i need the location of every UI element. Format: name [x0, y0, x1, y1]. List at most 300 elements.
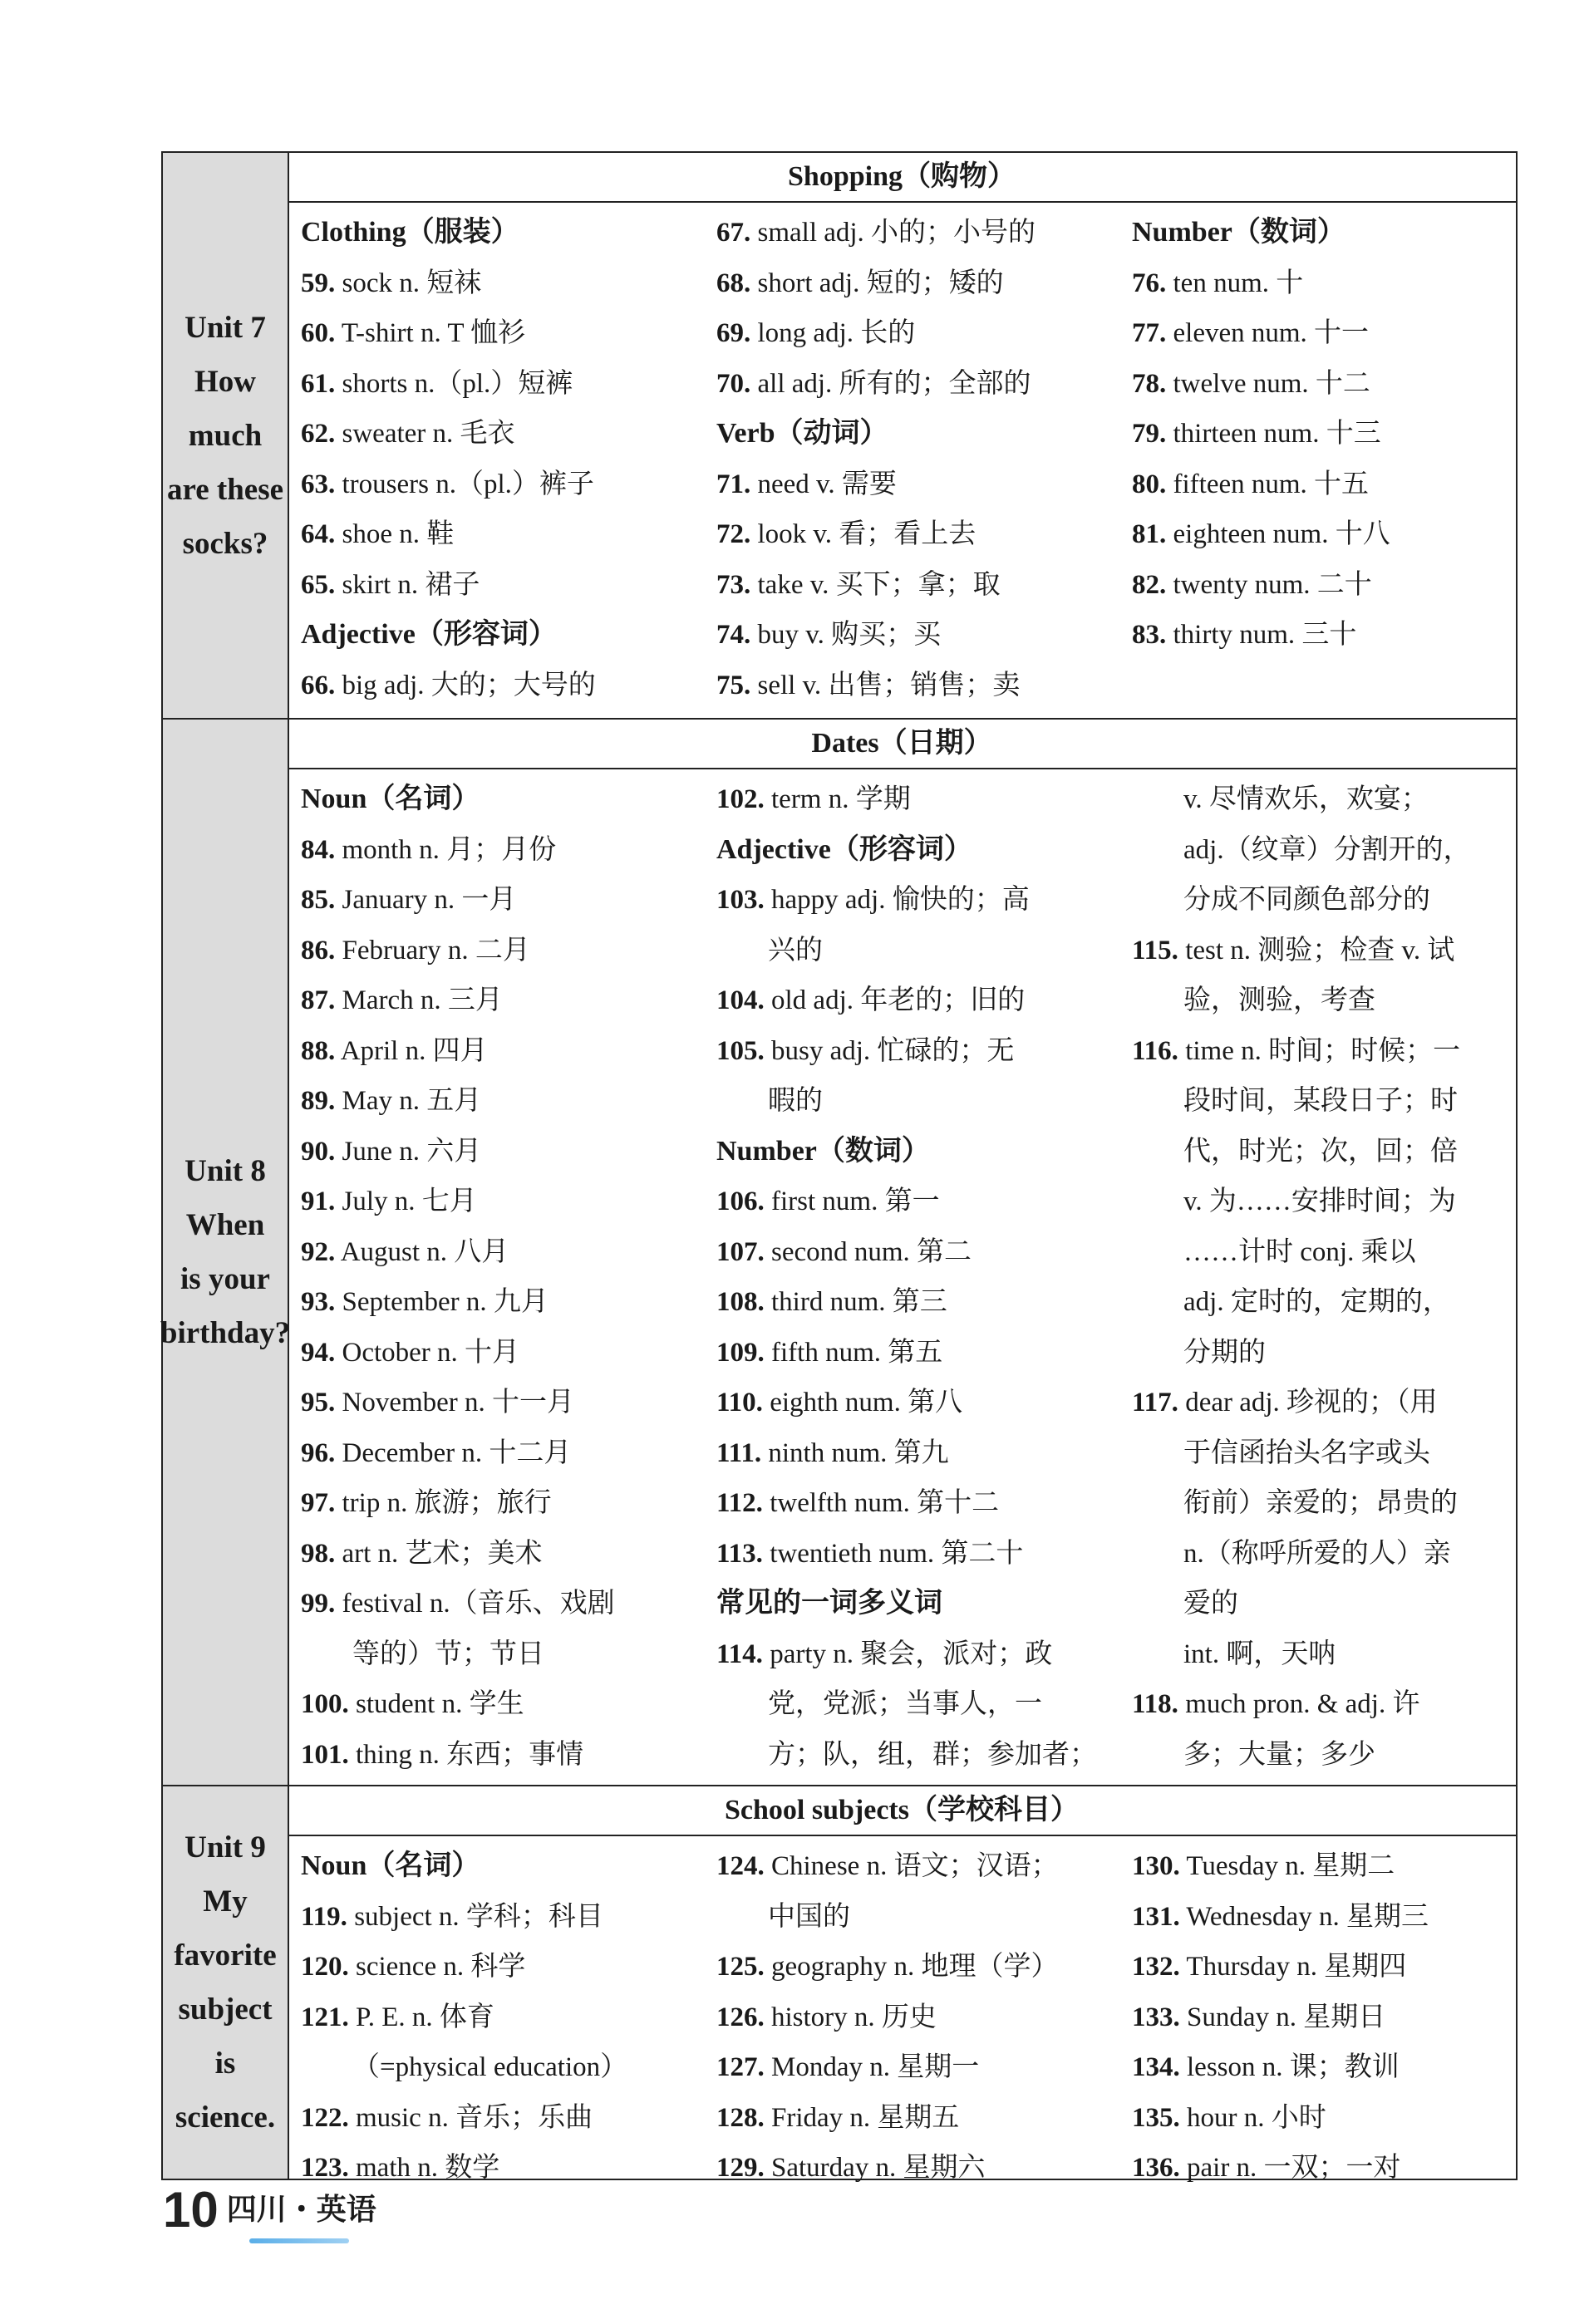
entry-continuation: v. 尽情欢乐，欢宴； — [1183, 784, 1429, 814]
entry-text: January n. 一月 — [342, 885, 517, 915]
entry-continuation: 段时间，某段日子；时 — [1183, 1086, 1458, 1116]
entry-text: trip n. 旅游；旅行 — [342, 1488, 552, 1518]
entry-text: hour n. 小时 — [1187, 2102, 1326, 2133]
entry-continuation: 分成不同颜色部分的 — [1183, 885, 1430, 915]
entry-text: trousers n.（pl.）裤子 — [342, 469, 594, 499]
vocab-column — [1132, 774, 1502, 1780]
entry-text: fifteen num. 十五 — [1173, 469, 1370, 499]
entry-text: eighth num. 第八 — [770, 1388, 963, 1417]
entry-number: 83. — [1132, 620, 1167, 650]
entry-text: fifth num. 第五 — [771, 1337, 943, 1368]
vocab-entry — [301, 1992, 691, 2043]
entry-continuation: 多；大量；多少 — [1183, 1739, 1375, 1770]
entry-text: pair n. 一双；一对 — [1187, 2153, 1401, 2183]
vocab-entry — [301, 1478, 691, 1529]
entry-number: 61. — [301, 368, 336, 399]
unit-title-line: subject — [178, 1992, 273, 2027]
entry-text: test n. 测验；检查 v. 试 — [1185, 935, 1455, 965]
vocab-entry — [716, 774, 1107, 825]
entry-continuation: adj.（纹章）分割开的， — [1183, 834, 1471, 865]
entry-number: 74. — [716, 620, 751, 650]
entry-text: April n. 四月 — [340, 1035, 488, 1066]
entry-number: 82. — [1132, 569, 1167, 600]
category-heading: Adjective（形容词） — [716, 833, 972, 865]
vocab-entry — [1132, 1892, 1502, 1943]
entry-number: 119. — [301, 1901, 347, 1932]
entry-continuation: int. 啊，天呐 — [1183, 1639, 1336, 1669]
vocab-column — [716, 1841, 1107, 2194]
entry-number: 116. — [1132, 1035, 1178, 1066]
vocab-entry — [301, 1428, 691, 1479]
vocab-entry — [301, 1227, 691, 1278]
vocab-entry — [716, 875, 1107, 926]
entry-text: sock n. 短袜 — [342, 268, 482, 298]
entry-number: 79. — [1132, 419, 1167, 449]
entry-number: 125. — [716, 1952, 765, 1982]
vocab-entry — [301, 1942, 691, 1992]
entry-number: 128. — [716, 2102, 765, 2133]
entry-text: old adj. 年老的；旧的 — [771, 985, 1026, 1015]
entry-number: 68. — [716, 268, 751, 298]
vocab-entry — [301, 975, 691, 1026]
vocab-column — [301, 774, 691, 1780]
vocab-entry — [301, 875, 691, 926]
entry-number: 97. — [301, 1488, 336, 1518]
vocab-entry — [1132, 2093, 1502, 2144]
entry-text: T-shirt n. T 恤衫 — [341, 318, 526, 348]
entry-number: 77. — [1132, 318, 1167, 348]
entry-number: 87. — [301, 985, 336, 1015]
unit-title-line: much — [188, 418, 263, 453]
vocab-entry — [716, 661, 1107, 711]
entry-text: time n. 时间；时候；一 — [1185, 1035, 1461, 1066]
entry-number: 123. — [301, 2153, 349, 2183]
entry-number: 117. — [1132, 1388, 1178, 1417]
vocab-entry — [1132, 409, 1502, 459]
entry-number: 129. — [716, 2153, 765, 2183]
entry-number: 99. — [301, 1589, 336, 1619]
entry-number: 135. — [1132, 2102, 1180, 2133]
entry-text: shorts n.（pl.）短裤 — [342, 368, 573, 399]
topic-header: Dates（日期） — [288, 720, 1516, 769]
vocab-entry — [301, 509, 691, 560]
entry-number: 122. — [301, 2102, 349, 2133]
vocab-entry — [301, 1127, 691, 1177]
unit-title-line: is — [214, 2046, 236, 2081]
entry-text: month n. 月；月份 — [342, 834, 557, 865]
unit-9-section — [163, 1786, 1516, 2183]
vocab-entry — [1132, 1942, 1502, 1992]
category-heading: Number（数词） — [1132, 217, 1345, 248]
entry-number: 111. — [716, 1437, 762, 1468]
page-number: 10 — [163, 2182, 219, 2238]
entry-number: 109. — [716, 1337, 765, 1368]
category-heading: Adjective（形容词） — [301, 619, 557, 650]
vocab-column — [1132, 1841, 1502, 2194]
entry-text: party n. 聚会，派对；政 — [770, 1639, 1053, 1669]
entry-number: 132. — [1132, 1952, 1180, 1982]
vocab-entry — [716, 1227, 1107, 1278]
vocab-entry — [716, 1277, 1107, 1328]
vocab-entry — [1132, 1378, 1502, 1428]
entry-text: Monday n. 星期一 — [771, 2052, 980, 2082]
vocab-entry — [1132, 258, 1502, 309]
entry-text: Chinese n. 语文；汉语； — [771, 1851, 1059, 1881]
entry-number: 64. — [301, 519, 336, 549]
entry-text: thirty num. 三十 — [1173, 620, 1357, 650]
entry-number: 76. — [1132, 268, 1167, 298]
entry-text: P. E. n. 体育 — [356, 2002, 494, 2032]
entry-text: ninth num. 第九 — [768, 1437, 949, 1468]
vocab-entry — [716, 1629, 1107, 1680]
entry-text: eighteen num. 十八 — [1173, 519, 1390, 549]
entry-text: December n. 十二月 — [342, 1437, 572, 1468]
entry-continuation: 中国的 — [768, 1901, 850, 1932]
entry-text: lesson n. 课；教训 — [1187, 2052, 1400, 2082]
unit-title-line: favorite — [174, 1938, 277, 1973]
vocab-entry — [716, 509, 1107, 560]
vocab-entry — [301, 1892, 691, 1943]
entry-text: sell v. 出售；销售；卖 — [757, 670, 1021, 700]
unit-title — [160, 720, 291, 1785]
entry-text: Friday n. 星期五 — [771, 2102, 960, 2133]
category-heading: Noun（名词） — [301, 784, 480, 814]
entry-number: 100. — [301, 1689, 349, 1719]
entry-text: thirteen num. 十三 — [1173, 419, 1381, 449]
entry-number: 127. — [716, 2052, 765, 2082]
entry-number: 96. — [301, 1437, 336, 1468]
vocab-entry — [716, 208, 1107, 258]
entry-number: 107. — [716, 1236, 765, 1267]
vocab-entry — [1132, 359, 1502, 410]
book-title: 四川・英语 — [226, 2193, 376, 2227]
vocab-column — [301, 208, 691, 710]
vocab-entry — [716, 1378, 1107, 1428]
vocab-entry — [1132, 1992, 1502, 2043]
vocab-entry — [301, 2093, 691, 2144]
entry-number: 104. — [716, 985, 765, 1015]
entry-text: long adj. 长的 — [757, 318, 916, 348]
vocab-entry — [716, 1478, 1107, 1529]
entry-number: 69. — [716, 318, 751, 348]
entry-text: term n. 学期 — [771, 784, 911, 814]
unit-content — [288, 153, 1516, 718]
vocab-entry — [301, 926, 691, 976]
vocab-entry — [301, 359, 691, 410]
category-heading: Verb（动词） — [716, 418, 888, 449]
entry-continuation: 方；队，组，群；参加者； — [768, 1739, 1097, 1770]
entry-number: 70. — [716, 368, 751, 399]
entry-number: 65. — [301, 569, 336, 600]
entry-number: 93. — [301, 1287, 336, 1317]
vocab-entry — [716, 459, 1107, 510]
entry-number: 106. — [716, 1187, 765, 1216]
entry-text: May n. 五月 — [342, 1086, 482, 1116]
topic-header: Shopping（购物） — [288, 153, 1516, 203]
vocab-entry — [716, 560, 1107, 611]
entry-text: June n. 六月 — [342, 1136, 482, 1167]
entry-text: subject n. 学科；科目 — [354, 1901, 603, 1932]
entry-number: 114. — [716, 1639, 763, 1669]
vocab-entry — [1132, 610, 1502, 661]
entry-text: thing n. 东西；事情 — [356, 1739, 584, 1770]
entry-text: Thursday n. 星期四 — [1186, 1952, 1407, 1982]
entry-text: festival n.（音乐、戏剧 — [342, 1589, 615, 1619]
vocab-entry — [716, 1992, 1107, 2043]
vocab-column — [1132, 208, 1502, 661]
entry-number: 105. — [716, 1035, 765, 1066]
vocab-entry — [301, 308, 691, 359]
entry-continuation: 代，时光；次，回；倍 — [1183, 1136, 1458, 1167]
vocab-entry — [1132, 926, 1502, 976]
entry-text: science n. 科学 — [356, 1952, 526, 1982]
entry-text: history n. 历史 — [771, 2002, 937, 2032]
vocab-entry — [1132, 2143, 1502, 2194]
entry-text: October n. 十月 — [342, 1337, 520, 1368]
entry-number: 78. — [1132, 368, 1167, 399]
entry-number: 130. — [1132, 1851, 1180, 1881]
vocab-entry — [716, 359, 1107, 410]
vocab-entry — [301, 1529, 691, 1580]
entry-number: 103. — [716, 885, 765, 915]
vocab-entry — [301, 825, 691, 876]
entry-text: busy adj. 忙碌的；无 — [771, 1035, 1015, 1066]
vocab-entry — [716, 2042, 1107, 2093]
vocab-entry — [1132, 459, 1502, 510]
entry-number: 80. — [1132, 469, 1167, 499]
entry-text: skirt n. 裙子 — [342, 569, 480, 600]
entry-number: 108. — [716, 1287, 765, 1317]
entry-text: buy v. 购买；买 — [757, 620, 942, 650]
entry-text: September n. 九月 — [342, 1287, 549, 1317]
vocab-entry — [716, 2143, 1107, 2194]
vocab-column — [716, 208, 1107, 710]
vocab-entry — [301, 258, 691, 309]
entry-text: dear adj. 珍视的；（用 — [1185, 1388, 1438, 1417]
entry-text: July n. 七月 — [342, 1187, 477, 1216]
unit-title-line: Unit 8 — [184, 1154, 266, 1188]
entry-number: 95. — [301, 1388, 336, 1417]
unit-title — [163, 1786, 289, 2179]
entry-number: 115. — [1132, 935, 1178, 965]
entry-number: 59. — [301, 268, 336, 298]
vocab-entry — [716, 308, 1107, 359]
entry-text: all adj. 所有的；全部的 — [757, 368, 1031, 399]
vocab-entry — [1132, 2042, 1502, 2093]
vocab-column — [301, 1841, 691, 2194]
vocab-entry — [301, 1679, 691, 1730]
vocab-entry — [1132, 509, 1502, 560]
entry-text: geography n. 地理（学） — [771, 1952, 1059, 1982]
vocab-entry — [716, 975, 1107, 1026]
entry-continuation: ……计时 conj. 乘以 — [1183, 1236, 1416, 1267]
vocab-entry — [301, 1579, 691, 1629]
entry-text: second num. 第二 — [771, 1236, 972, 1267]
unit-title-line: birthday? — [160, 1316, 291, 1350]
unit-title-line: is your — [180, 1262, 270, 1296]
unit-title-line: science. — [175, 2100, 276, 2135]
unit-title-line: How — [194, 364, 256, 399]
entry-number: 63. — [301, 469, 336, 499]
entry-number: 131. — [1132, 1901, 1180, 1932]
vocab-entry — [1132, 1841, 1502, 1892]
entry-continuation: v. 为……安排时间；为 — [1183, 1187, 1456, 1216]
category-heading: 常见的一词多义词 — [716, 1588, 942, 1619]
entry-number: 73. — [716, 569, 751, 600]
vocab-entry — [1132, 1026, 1502, 1077]
unit-title-line: are these — [166, 472, 284, 507]
entry-number: 112. — [716, 1488, 763, 1518]
entry-continuation: 党，党派；当事人，一 — [768, 1689, 1042, 1719]
entry-text: March n. 三月 — [342, 985, 503, 1015]
vocab-entry — [301, 1378, 691, 1428]
entry-text: first num. 第一 — [771, 1187, 940, 1216]
entry-number: 85. — [301, 885, 336, 915]
vocab-entry — [716, 258, 1107, 309]
vocab-entry — [301, 1328, 691, 1378]
vocab-entry — [301, 1730, 691, 1781]
entry-text: sweater n. 毛衣 — [342, 419, 515, 449]
entry-number: 62. — [301, 419, 336, 449]
unit-title — [163, 153, 289, 718]
entry-continuation: 于信函抬头名字或头 — [1183, 1437, 1430, 1468]
vocab-entry — [301, 661, 691, 711]
entry-text: August n. 八月 — [340, 1236, 509, 1267]
entry-number: 101. — [301, 1739, 349, 1770]
entry-text: take v. 买下；拿；取 — [757, 569, 1001, 600]
entry-text: art n. 艺术；美术 — [342, 1538, 543, 1569]
vocab-entry — [716, 1177, 1107, 1227]
entry-number: 94. — [301, 1337, 336, 1368]
entry-continuation: 暇的 — [768, 1086, 823, 1116]
vocabulary-table — [160, 151, 1518, 2183]
entry-text: third num. 第三 — [771, 1287, 947, 1317]
entry-text: much pron. & adj. 许 — [1185, 1689, 1420, 1719]
vocab-entry — [301, 1076, 691, 1127]
unit-7-section — [163, 153, 1516, 720]
entry-number: 126. — [716, 2002, 765, 2032]
vocab-entry — [1132, 308, 1502, 359]
entry-text: need v. 需要 — [757, 469, 897, 499]
entry-number: 81. — [1132, 519, 1167, 549]
vocab-entry — [716, 1026, 1107, 1077]
footer-accent-bar — [249, 2238, 349, 2243]
entry-number: 133. — [1132, 2002, 1180, 2032]
entry-text: Tuesday n. 星期二 — [1186, 1851, 1395, 1881]
vocab-entry — [716, 1841, 1107, 1892]
entry-text: twentieth num. 第二十 — [770, 1538, 1024, 1569]
category-heading: Clothing（服装） — [301, 217, 519, 248]
entry-number: 102. — [716, 784, 765, 814]
entry-number: 88. — [301, 1035, 336, 1066]
entry-text: music n. 音乐；乐曲 — [356, 2102, 593, 2133]
entry-continuation: n.（称呼所爱的人）亲 — [1183, 1538, 1451, 1569]
entry-text: Sunday n. 星期日 — [1187, 2002, 1386, 2032]
entry-number: 124. — [716, 1851, 765, 1881]
entry-text: eleven num. 十一 — [1173, 318, 1370, 348]
entry-text: November n. 十一月 — [342, 1388, 575, 1417]
entry-number: 110. — [716, 1388, 763, 1417]
vocab-entry — [1132, 560, 1502, 611]
entry-text: look v. 看；看上去 — [757, 519, 977, 549]
entry-number: 67. — [716, 218, 751, 248]
category-heading: Number（数词） — [716, 1135, 930, 1167]
unit-content — [288, 720, 1516, 1785]
entry-text: ten num. 十 — [1173, 268, 1304, 298]
entry-text: Saturday n. 星期六 — [771, 2153, 986, 2183]
vocab-entry — [301, 560, 691, 611]
entry-number: 90. — [301, 1136, 336, 1167]
entry-continuation: （=physical education） — [352, 2052, 628, 2082]
entry-number: 98. — [301, 1538, 336, 1569]
unit-title-line: Unit 9 — [184, 1830, 266, 1865]
entry-number: 66. — [301, 670, 336, 700]
unit-title-line: socks? — [182, 526, 268, 561]
vocab-entry — [301, 409, 691, 459]
entry-continuation: adj. 定时的，定期的， — [1183, 1287, 1450, 1317]
entry-text: Wednesday n. 星期三 — [1186, 1901, 1429, 1932]
entry-number: 134. — [1132, 2052, 1180, 2082]
entry-number: 136. — [1132, 2153, 1180, 2183]
vocab-entry — [716, 1942, 1107, 1992]
vocab-entry — [1132, 1679, 1502, 1730]
entry-continuation: 验，测验，考查 — [1183, 985, 1375, 1015]
entry-text: twelfth num. 第十二 — [770, 1488, 1000, 1518]
entry-number: 84. — [301, 834, 336, 865]
entry-text: big adj. 大的；大号的 — [342, 670, 596, 700]
page-footer — [163, 2184, 376, 2237]
entry-continuation: 等的）节；节日 — [352, 1639, 544, 1669]
entry-text: February n. 二月 — [342, 935, 530, 965]
entry-number: 92. — [301, 1236, 336, 1267]
vocab-entry — [716, 1428, 1107, 1479]
entry-text: twelve num. 十二 — [1173, 368, 1370, 399]
entry-text: twenty num. 二十 — [1173, 569, 1372, 600]
unit-title-line: When — [185, 1208, 265, 1242]
vocab-entry — [716, 2093, 1107, 2144]
entry-text: short adj. 短的；矮的 — [757, 268, 1004, 298]
entry-number: 86. — [301, 935, 336, 965]
entry-number: 60. — [301, 318, 336, 348]
vocab-entry — [301, 1026, 691, 1077]
entry-text: happy adj. 愉快的；高 — [771, 885, 1030, 915]
entry-continuation: 兴的 — [768, 935, 823, 965]
vocab-entry — [716, 610, 1107, 661]
entry-number: 113. — [716, 1538, 763, 1569]
entry-continuation: 衔前）亲爱的；昂贵的 — [1183, 1488, 1458, 1518]
category-heading: Noun（名词） — [301, 1850, 480, 1881]
unit-title-line: My — [203, 1884, 248, 1919]
entry-number: 89. — [301, 1086, 336, 1116]
vocab-entry — [301, 1277, 691, 1328]
vocab-entry — [301, 1177, 691, 1227]
entry-continuation: 分期的 — [1183, 1337, 1266, 1368]
entry-number: 118. — [1132, 1689, 1178, 1719]
entry-number: 120. — [301, 1952, 349, 1982]
vocab-entry — [301, 459, 691, 510]
unit-8-section — [160, 720, 1516, 1786]
entry-number: 71. — [716, 469, 751, 499]
entry-number: 121. — [301, 2002, 349, 2032]
topic-header: School subjects（学校科目） — [288, 1786, 1516, 1836]
entry-text: small adj. 小的；小号的 — [757, 218, 1036, 248]
entry-text: math n. 数学 — [356, 2153, 500, 2183]
entry-number: 75. — [716, 670, 751, 700]
vocab-entry — [716, 1328, 1107, 1378]
unit-title-line: Unit 7 — [184, 310, 266, 345]
entry-text: shoe n. 鞋 — [342, 519, 455, 549]
vocab-column — [716, 774, 1107, 1780]
